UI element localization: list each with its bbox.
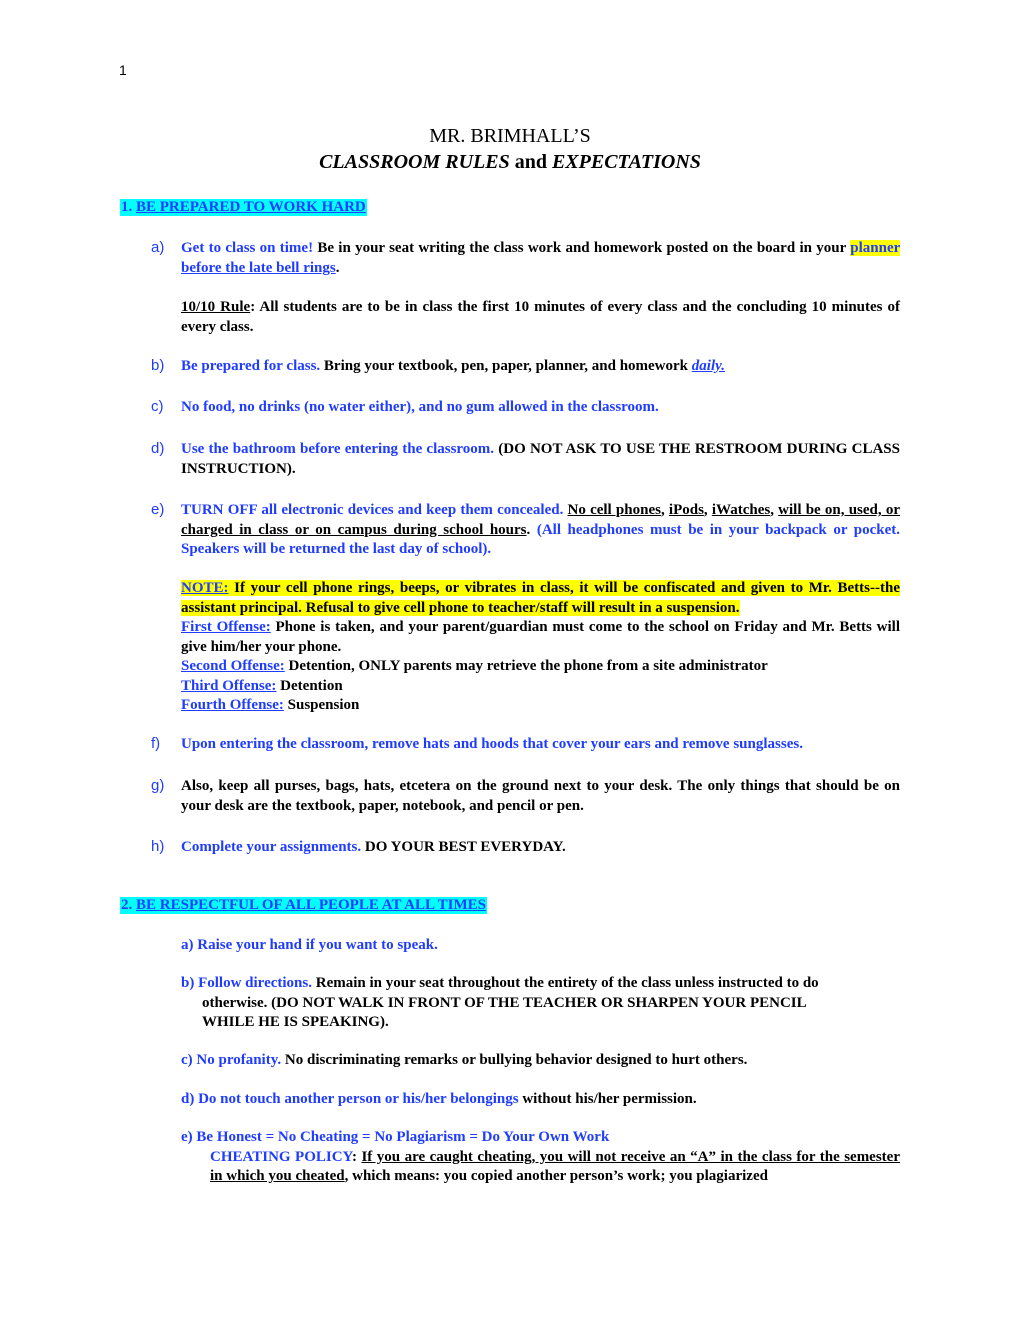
item-label-d: d) [151, 440, 165, 457]
first-offense-label: First Offense: [181, 619, 271, 635]
rule-assignments: Complete your assignments. DO YOUR BEST EVERYDAY. [181, 839, 566, 855]
rule-10-10: 10/10 Rule: All students are to be in class the first 10 minutes of every class and the concluding 10 minutes of every class. [181, 299, 900, 335]
rule-do-not-touch: d) Do not touch another person or his/her belongings without his/her permission. [181, 1091, 697, 1107]
section-heading-respectful: 2. BE RESPECTFUL OF ALL PEOPLE AT ALL TIMES [121, 897, 486, 913]
item-label-f: f) [151, 735, 161, 752]
item-label-g: g) [151, 777, 165, 794]
section-heading-prepared: 1. BE PREPARED TO WORK HARD [121, 199, 366, 215]
rule-hats: Upon entering the classroom, remove hats and hoods that cover your ears and remove sunglasses. [181, 736, 803, 752]
rule-follow-directions: b) Follow directions. Remain in your seat throughout the entirety of the class unless instructed to do otherwise. (DO NOT WALK IN FRONT OF THE TEACHER OR SHARPEN YOUR PENCIL WHILE HE IS SPEAKING). [181, 975, 819, 1030]
cheating-policy-label: CHEATING POLICY [210, 1148, 352, 1165]
rule-raise-hand: a) Raise your hand if you want to speak. [181, 937, 438, 953]
fourth-offense-label: Fourth Offense: [181, 697, 284, 713]
item-label-c: c) [151, 398, 164, 415]
document-title: MR. BRIMHALL’S [429, 125, 591, 147]
item-label-h: h) [151, 838, 165, 855]
rule-be-on-time: Get to class on time! Be in your seat writing the class work and homework posted on the board in your planner before the late bell rings. [181, 240, 900, 276]
rule-electronics: TURN OFF all electronic devices and keep them concealed. No cell phones, iPods, iWatches, will be on, used, or charged in class or on campus during school hours. (All headphones must be in your backpack or pocket. Speakers will be returned the last day of school). [181, 502, 901, 557]
rule-bathroom: Use the bathroom before entering the classroom. (DO NOT ASK TO USE THE RESTROOM DURING CLASS INSTRUCTION). [181, 441, 900, 477]
rule-belongings: Also, keep all purses, bags, hats, etcetera on the ground next to your desk. The only things that should be on your desk are the textbook, paper, notebook, and pencil or pen. [181, 778, 900, 814]
item-label-e: e) [151, 501, 165, 518]
page-number: 1 [119, 62, 127, 78]
note-label: NOTE: [181, 580, 229, 596]
planner-highlight: planner [850, 240, 900, 256]
rule-no-food: No food, no drinks (no water either), and no gum allowed in the classroom. [181, 399, 659, 415]
rule-no-profanity: c) No profanity. No discriminating remarks or bullying behavior designed to hurt others. [181, 1052, 748, 1068]
item-label-b: b) [151, 357, 165, 374]
rule-be-prepared: Be prepared for class. Bring your textbook, pen, paper, planner, and homework daily. [181, 358, 725, 374]
item-label-a: a) [151, 239, 165, 256]
rule-be-honest: e) Be Honest = No Cheating = No Plagiarism = Do Your Own Work CHEATING POLICY: If you are caught cheating, you will not receive an “A” in the class for the semester in which you cheated, which means: you copied another person’s work; you plagiarized [181, 1129, 900, 1184]
document-subtitle: CLASSROOM RULES and EXPECTATIONS [319, 151, 701, 173]
second-offense-label: Second Offense: [181, 658, 285, 674]
third-offense-label: Third Offense: [181, 677, 277, 694]
cell-phone-note: NOTE: If your cell phone rings, beeps, or vibrates in class, it will be confiscated and given to Mr. Betts--the assistant principal. Refusal to give cell phone to teacher/staff will result in a suspension. First Offense: Phone is taken, and your parent/guardian must come to the school on Friday and Mr. Betts will give him/her your phone. Second Offense: Detention, ONLY parents may retrieve the phone from a site administrator Third Offense: Detention Fourth Offense: Suspension [181, 580, 900, 713]
late-bell-link[interactable]: before the late bell rings [181, 259, 336, 276]
